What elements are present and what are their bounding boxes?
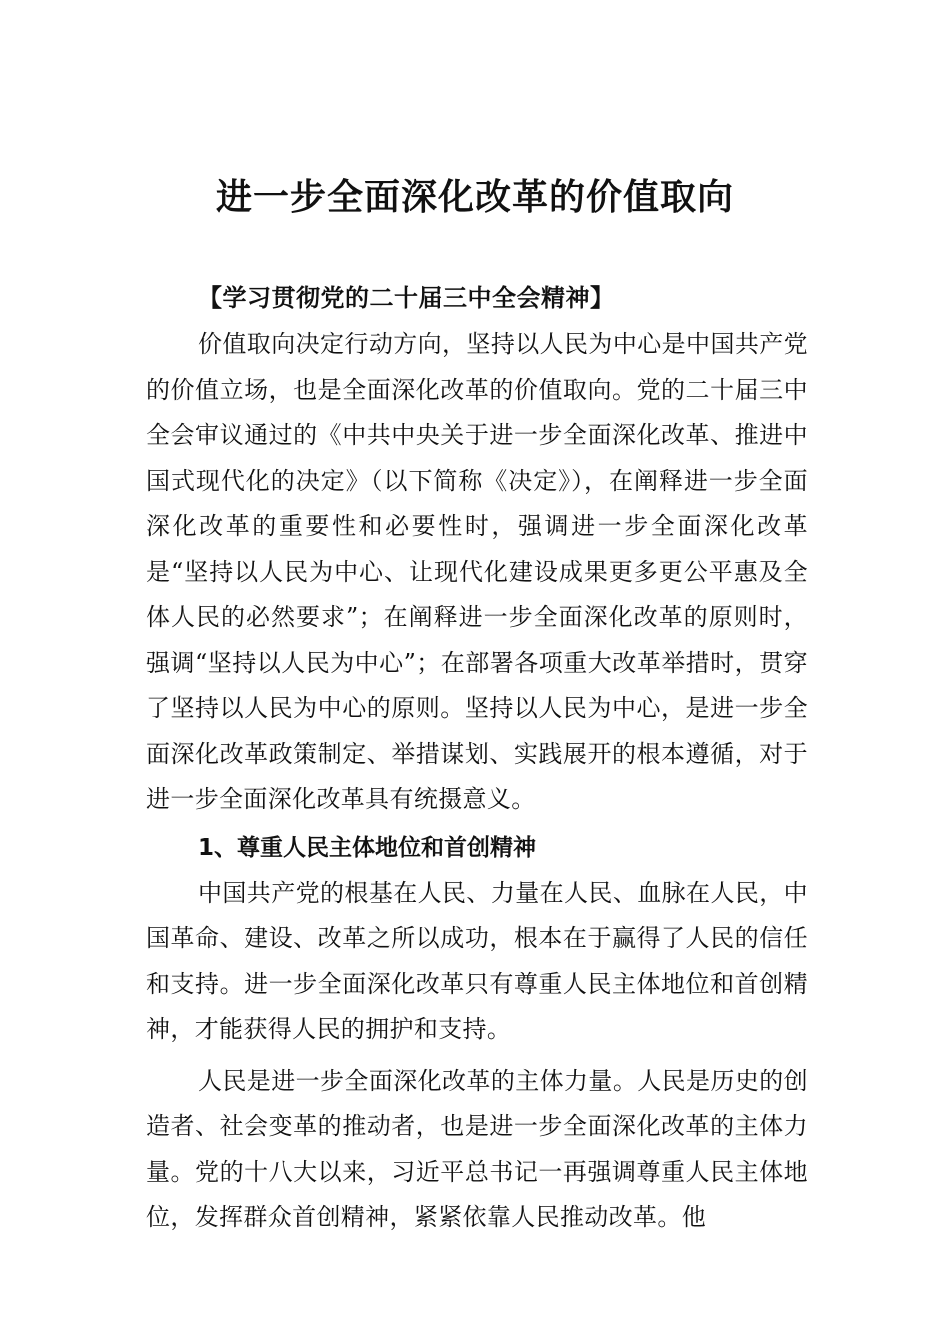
paragraph-section-2: 人民是进一步全面深化改革的主体力量。人民是历史的创造者、社会变革的推动者，也是进一步全面深化改革的主体力量。党的十八大以来，习近平总书记一再强调尊重人民主体地位，发挥群众首创精神，紧紧依靠人民推动改革。他: [146, 1066, 808, 1231]
document-body: [146, 274, 808, 1241]
paragraph-intro: 价值取向决定行动方向，坚持以人民为中心是中国共产党的价值立场，也是全面深化改革的价值取向。党的二十届三中全会审议通过的《中共中央关于进一步全面深化改革、推进中国式现代化的决定》（以下简称《决定》），在阐释进一步全面深化改革的重要性和必要性时，强调进一步全面深化改革是“坚持以人民为中心、让现代化建设成果更多更公平惠及全体人民的必然要求”；在阐释进一步全面深化改革的原则时，强调“坚持以人民为中心”；在部署各项重大改革举措时，贯穿了坚持以人民为中心的原则。坚持以人民为中心，是进一步全面深化改革政策制定、举措谋划、实践展开的根本遵循，对于进一步全面深化改革具有统摄意义。: [146, 330, 808, 813]
paragraph-section-1: 中国共产党的根基在人民、力量在人民、血脉在人民，中国革命、建设、改革之所以成功，根本在于赢得了人民的信任和支持。进一步全面深化改革只有尊重人民主体地位和首创精神，才能获得人民的拥护和支持。: [146, 878, 808, 1043]
section-heading: 1、尊重人民主体地位和首创精神: [198, 834, 537, 861]
document-subtitle: 【学习贯彻党的二十届三中全会精神】: [198, 284, 615, 312]
document-title: 进一步全面深化改革的价值取向: [215, 176, 734, 218]
